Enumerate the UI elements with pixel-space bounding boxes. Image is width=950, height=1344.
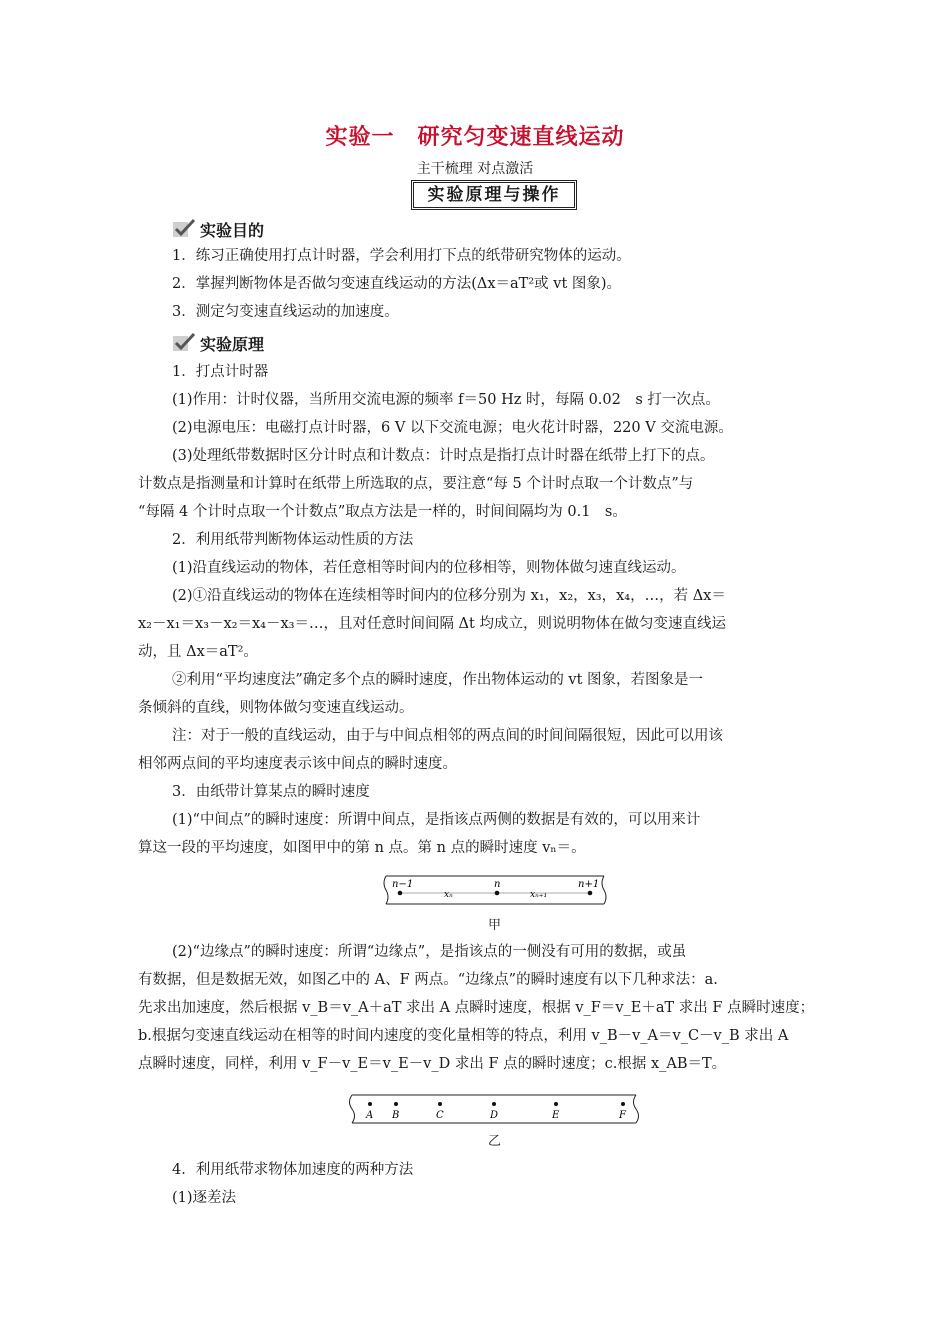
text-line: 3．由纸带计算某点的瞬时速度: [172, 784, 370, 800]
text-line: 相邻两点间的平均速度表示该中间点的瞬时速度。: [138, 756, 457, 772]
point-label: F: [619, 1110, 626, 1121]
checkmark-icon: [172, 333, 196, 353]
tape-dot: [495, 891, 500, 896]
text-line: (2)“边缘点”的瞬时速度：所谓“边缘点”，是指该点的一侧没有可用的数据，或虽: [172, 944, 687, 960]
point-label: A: [366, 1110, 374, 1121]
text-line: 点瞬时速度，同样，利用 v_F－v_E＝v_E－v_D 求出 F 点的瞬时速度；c.根据 x_AB＝T。: [138, 1056, 727, 1072]
text-line: 算这一段的平均速度，如图甲中的第 n 点。第 n 点的瞬时速度 vₙ＝。: [138, 840, 586, 856]
text-line: 动，且 Δx＝aT²。: [138, 644, 258, 660]
section-heading-text: 实验原理: [200, 334, 265, 354]
text-line: 2．掌握判断物体是否做匀变速直线运动的方法(Δx＝aT²或 vt 图象)。: [172, 276, 622, 292]
text-line: (1)作用：计时仪器，当所用交流电源的频率 f＝50 Hz 时，每隔 0.02 s 打一次点。: [172, 392, 720, 408]
text-line: 计数点是指测量和计算时在纸带上所选取的点，要注意“每 5 个计时点取一个计数点”与: [138, 476, 694, 492]
tape-dot: [554, 1102, 558, 1106]
text-line: 3．测定匀变速直线运动的加速度。: [172, 304, 399, 320]
text-line: x₂－x₁＝x₃－x₂＝x₄－x₃＝…，且对任意时间间隔 Δt 均成立，则说明物体在做匀变速直线运: [138, 616, 726, 632]
text-line: 有数据，但是数据无效，如图乙中的 A、F 两点。“边缘点”的瞬时速度有以下几种求法：a.: [138, 972, 718, 988]
text-line: 1．练习正确使用打点计时器，学会利用打下点的纸带研究物体的运动。: [172, 248, 631, 264]
text-line: 先求出加速度，然后根据 v_B＝v_A＋aT 求出 A 点瞬时速度，根据 v_F＝v_E＋aT 求出 F 点瞬时速度；: [138, 1000, 815, 1016]
paper-tape-figure-yi: [344, 1092, 644, 1128]
checkmark-icon: [172, 219, 196, 239]
text-line: (2)电源电压：电磁打点计时器，6 V 以下交流电源；电火花计时器，220 V 交流电源。: [172, 420, 733, 436]
text-line: “每隔 4 个计时点取一个计数点”取点方法是一样的，时间间隔均为 0.1 s。: [138, 504, 627, 520]
page-subtitle: 主干梳理 对点激活: [416, 161, 534, 177]
text-line: ②利用“平均速度法”确定多个点的瞬时速度，作出物体运动的 vt 图象，若图象是一: [172, 672, 704, 688]
tape-dot: [398, 891, 403, 896]
tape-dot: [492, 1102, 496, 1106]
tape-label: n−1: [392, 879, 414, 890]
point-label: C: [436, 1110, 444, 1121]
text-line: 4．利用纸带求物体加速度的两种方法: [172, 1162, 414, 1178]
point-label: E: [552, 1110, 560, 1121]
tape-dot: [438, 1102, 442, 1106]
text-line: 条倾斜的直线，则物体做匀变速直线运动。: [138, 700, 414, 716]
section-heading-purpose: [172, 218, 264, 240]
section-heading-text: 实验目的: [200, 220, 265, 240]
text-line: (1)“中间点”的瞬时速度：所谓中间点，是指该点两侧的数据是有效的，可以用来计: [172, 812, 701, 828]
segment-label: xₙ: [444, 890, 453, 900]
figure-caption: 甲: [488, 918, 502, 933]
text-line: (3)处理纸带数据时区分计时点和计数点：计时点是指打点计时器在纸带上打下的点。: [172, 448, 715, 464]
text-line: (2)①沿直线运动的物体在连续相等时间内的位移分别为 x₁，x₂，x₃，x₄，…，若 Δx＝: [172, 588, 726, 604]
section-heading-principle: [172, 332, 264, 354]
text-line: b.根据匀变速直线运动在相等的时间内速度的变化量相等的特点，利用 v_B－v_A＝v_C－v_B 求出 A: [138, 1028, 789, 1044]
point-label: D: [490, 1110, 499, 1121]
text-line: 2．利用纸带判断物体运动性质的方法: [172, 532, 414, 548]
tape-label: n: [494, 879, 501, 890]
tape-dot: [588, 891, 593, 896]
segment-label: xₙ₊₁: [530, 890, 548, 900]
figure-caption: 乙: [488, 1134, 502, 1149]
point-label: B: [392, 1110, 400, 1121]
page-title: 实验一 研究匀变速直线运动: [325, 125, 625, 150]
text-line: 注：对于一般的直线运动，由于与中间点相邻的两点间的时间间隔很短，因此可以用该: [172, 728, 723, 744]
text-line: (1)逐差法: [172, 1190, 237, 1206]
tape-dot: [394, 1102, 398, 1106]
tape-label: n+1: [578, 879, 600, 890]
tape-dot: [621, 1102, 625, 1106]
text-line: (1)沿直线运动的物体，若任意相等时间内的位移相等，则物体做匀速直线运动。: [172, 560, 686, 576]
boxed-heading: 实验原理与操作: [413, 182, 575, 208]
tape-dot: [368, 1102, 372, 1106]
text-line: 1．打点计时器: [172, 364, 269, 380]
paper-tape-figure-jia: [380, 870, 610, 912]
